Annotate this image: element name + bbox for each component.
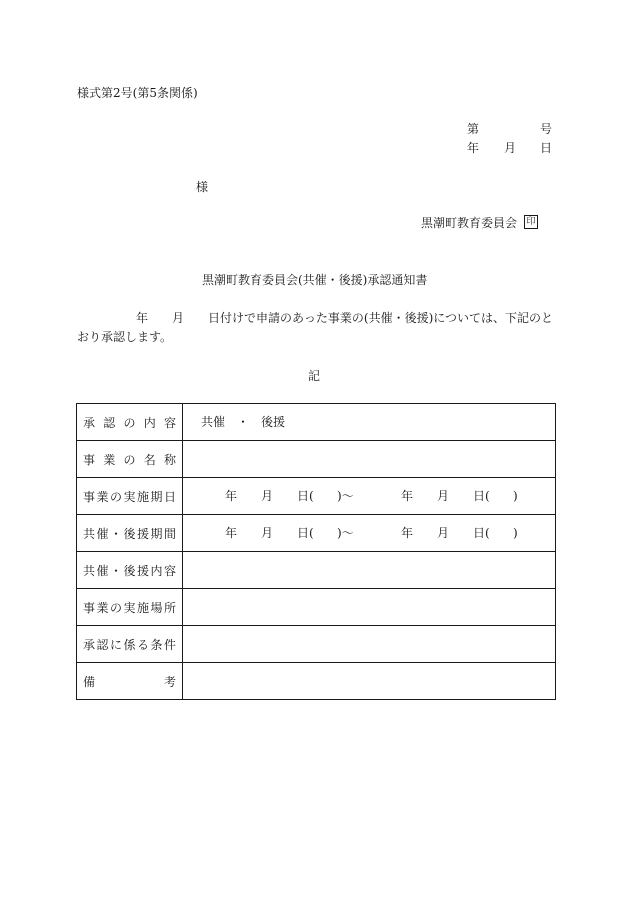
period-close-tilde: )～ [337, 489, 354, 503]
period-close-tilde: )～ [337, 526, 354, 540]
table-row [77, 441, 556, 478]
row-value-period [183, 515, 556, 552]
row-label: 事業の実施場所 [77, 589, 183, 626]
period-close2: ) [513, 526, 518, 540]
period-month: 月 [261, 489, 274, 503]
row-label: 共催・後援内容 [77, 552, 183, 589]
number-dai: 第 [467, 122, 480, 136]
addressee-suffix: 様 [196, 180, 209, 194]
number-go: 号 [540, 122, 553, 136]
table-row [77, 478, 556, 515]
table-row [77, 663, 556, 700]
row-value [183, 404, 556, 441]
period-month2: 月 [437, 489, 450, 503]
period-year2: 年 [401, 526, 414, 540]
form-number: 様式第2号(第5条関係) [77, 86, 198, 100]
table-row [77, 552, 556, 589]
date-day: 日 [540, 141, 553, 155]
period-day-open: 日( [297, 526, 314, 540]
row-value [183, 441, 556, 478]
period-month2: 月 [437, 526, 450, 540]
approval-table [76, 403, 556, 700]
row-label: 事業の名称 [77, 441, 183, 478]
period-year: 年 [225, 489, 238, 503]
row-value [183, 626, 556, 663]
table-row [77, 404, 556, 441]
issuer-name: 黒潮町教育委員会 [421, 216, 518, 230]
table-row [77, 515, 556, 552]
period-year2: 年 [401, 489, 414, 503]
row-label: 承認に係る条件 [77, 626, 183, 663]
period-day-open2: 日( [473, 526, 490, 540]
row-value [183, 663, 556, 700]
period-month: 月 [261, 526, 274, 540]
table-row [77, 626, 556, 663]
period-close2: ) [513, 489, 518, 503]
table-row [77, 589, 556, 626]
body-month: 月 [172, 311, 185, 325]
row-label: 事業の実施期日 [77, 478, 183, 515]
row-value-period [183, 478, 556, 515]
document-title: 黒潮町教育委員会(共催・後援)承認通知書 [202, 273, 428, 287]
seal-box: 印 [524, 215, 538, 229]
date-month: 月 [504, 141, 517, 155]
row-label: 備考 [77, 663, 183, 700]
period-year: 年 [225, 526, 238, 540]
body-text-line1: 日付けで申請のあった事業の(共催・後援)については、下記のと [208, 311, 554, 325]
row-label: 共催・後援期間 [77, 515, 183, 552]
approval-content-value: 共催 ・ 後援 [201, 415, 286, 429]
ki-heading: 記 [308, 369, 321, 383]
period-day-open2: 日( [473, 489, 490, 503]
period-day-open: 日( [297, 489, 314, 503]
body-text-line2: おり承認します。 [77, 330, 173, 344]
row-value [183, 589, 556, 626]
row-value [183, 552, 556, 589]
row-label: 承認の内容 [77, 404, 183, 441]
body-year: 年 [136, 311, 149, 325]
date-year: 年 [467, 141, 480, 155]
